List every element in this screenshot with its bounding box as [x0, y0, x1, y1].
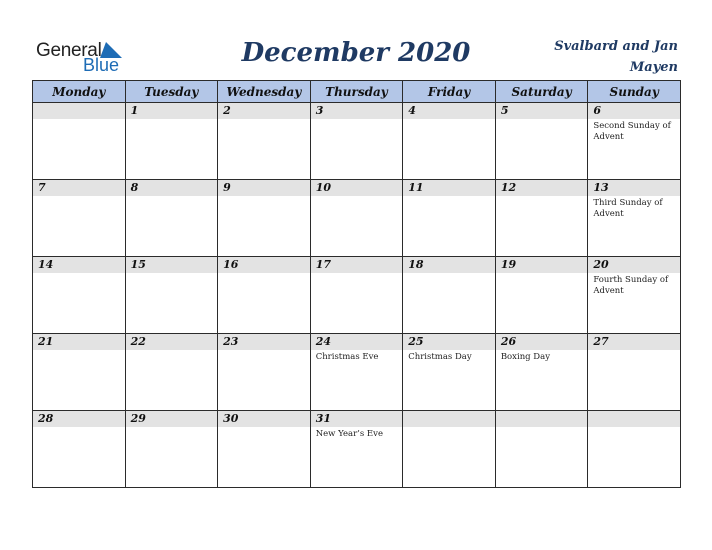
day-number: 12: [500, 181, 517, 194]
holiday-label: [311, 119, 396, 121]
day-cell: [495, 103, 588, 180]
day-cell: [218, 103, 311, 180]
day-cell: [125, 257, 218, 334]
week-row: [33, 103, 681, 180]
week-row: [33, 180, 681, 257]
day-cell: [588, 103, 681, 180]
weekday-header-row: [33, 81, 681, 103]
day-number-bar: [33, 103, 125, 119]
day-number-bar: [311, 334, 403, 350]
day-number: 26: [500, 335, 517, 348]
day-number-bar: [403, 334, 495, 350]
holiday-label: [218, 427, 303, 429]
holiday-label: [496, 119, 581, 121]
day-number-bar: [126, 334, 218, 350]
day-cell: [125, 411, 218, 488]
holiday-label: [218, 196, 303, 198]
week-row: [33, 334, 681, 411]
holiday-label: [496, 273, 581, 275]
day-number-bar: [126, 411, 218, 427]
holiday-label: [403, 119, 488, 121]
day-number: 10: [315, 181, 331, 194]
weekday-thursday: Thursday: [310, 81, 403, 103]
holiday-label: Christmas Day: [408, 352, 472, 362]
day-number-bar: [496, 257, 588, 273]
holiday-label: Fourth Sunday of Advent: [593, 275, 669, 296]
day-cell: [125, 334, 218, 411]
day-cell: [403, 257, 496, 334]
holiday-label: [126, 273, 211, 275]
holiday-label: Christmas Eve: [315, 352, 379, 362]
day-number: 4: [408, 104, 416, 117]
day-number-bar: [126, 180, 218, 196]
holiday-label: Third Sunday of Advent: [593, 198, 663, 219]
day-number-bar: [496, 334, 588, 350]
day-number: 5: [500, 104, 509, 117]
holiday-label: [33, 119, 118, 121]
day-cell: [588, 334, 681, 411]
day-number-bar: [311, 411, 403, 427]
day-cell: [588, 257, 681, 334]
calendar-body: [33, 103, 681, 488]
day-number: 2: [223, 104, 231, 117]
logo-word-blue: Blue: [83, 55, 120, 75]
day-cell: [33, 411, 126, 488]
day-number-bar: [496, 103, 588, 119]
day-number-bar: [588, 180, 680, 196]
day-cell: [495, 180, 588, 257]
holiday-label: [311, 196, 396, 198]
holiday-label: [218, 119, 303, 121]
holiday-label: [33, 196, 118, 198]
holiday-label: [126, 196, 211, 198]
holiday-label: [126, 350, 211, 352]
day-cell: [33, 334, 126, 411]
day-number: 24: [315, 335, 331, 348]
day-number: 31: [315, 412, 331, 425]
day-number: 23: [223, 335, 239, 348]
day-number-bar: [403, 180, 495, 196]
day-cell: [495, 411, 588, 488]
day-number-bar: [311, 103, 403, 119]
day-cell: [403, 180, 496, 257]
holiday-label: [33, 350, 118, 352]
week-row: [33, 411, 681, 488]
holiday-label: [403, 196, 488, 198]
day-cell: [218, 180, 311, 257]
day-number-bar: [588, 334, 680, 350]
day-number: 8: [130, 181, 139, 194]
day-cell: [403, 334, 496, 411]
holiday-label: [588, 427, 673, 429]
weekday-saturday: Saturday: [495, 81, 588, 103]
day-number: 22: [130, 335, 146, 348]
holiday-label: [496, 427, 581, 429]
day-number-bar: [588, 257, 680, 273]
day-number: 17: [315, 258, 331, 271]
day-number-bar: [403, 103, 495, 119]
holiday-label: [33, 427, 118, 429]
day-cell: [588, 411, 681, 488]
week-row: [33, 257, 681, 334]
day-number-bar: [218, 411, 310, 427]
day-cell: [403, 411, 496, 488]
holiday-label: [126, 119, 211, 121]
day-cell: [310, 334, 403, 411]
holiday-label: [403, 427, 488, 429]
weekday-sunday: Sunday: [588, 81, 681, 103]
day-cell: [218, 411, 311, 488]
day-cell: [125, 180, 218, 257]
day-number: 25: [408, 335, 424, 348]
day-number-bar: [218, 257, 310, 273]
day-number: 28: [38, 412, 54, 425]
day-number: 3: [315, 104, 324, 117]
holiday-label: Boxing Day: [500, 352, 550, 362]
day-number: 1: [130, 104, 139, 117]
day-number-bar: [33, 180, 125, 196]
holiday-label: Second Sunday of Advent: [593, 121, 671, 142]
day-cell: [495, 334, 588, 411]
day-cell: [588, 180, 681, 257]
day-number: 21: [38, 335, 54, 348]
day-cell: [125, 103, 218, 180]
day-number-bar: [588, 411, 680, 427]
day-cell: [218, 334, 311, 411]
day-number-bar: [403, 411, 495, 427]
day-number: 19: [500, 258, 517, 271]
day-number-bar: [33, 257, 125, 273]
weekday-wednesday: Wednesday: [218, 81, 311, 103]
day-number-bar: [33, 334, 125, 350]
day-number: 29: [130, 412, 146, 425]
day-cell: [495, 257, 588, 334]
day-cell: [33, 180, 126, 257]
holiday-label: [403, 273, 488, 275]
day-number-bar: [496, 411, 588, 427]
holiday-label: [311, 273, 396, 275]
holiday-label: [496, 196, 581, 198]
day-number: 27: [593, 335, 609, 348]
day-cell: [403, 103, 496, 180]
region-name: Svalbard and Jan Mayen: [554, 39, 678, 75]
day-number-bar: [403, 257, 495, 273]
day-number: 16: [223, 258, 239, 271]
holiday-label: [33, 273, 118, 275]
day-number: 18: [408, 258, 424, 271]
day-cell: [218, 257, 311, 334]
day-cell: [310, 257, 403, 334]
day-cell: [310, 180, 403, 257]
day-cell: [33, 103, 126, 180]
holiday-label: New Year’s Eve: [315, 429, 383, 439]
day-number: 9: [223, 181, 231, 194]
day-number: 20: [593, 258, 609, 271]
day-number: 11: [408, 181, 424, 194]
day-cell: [310, 411, 403, 488]
logo-word-general: General: [36, 40, 102, 61]
day-number-bar: [218, 103, 310, 119]
day-number-bar: [311, 180, 403, 196]
holiday-label: [218, 273, 303, 275]
weekday-friday: Friday: [403, 81, 496, 103]
day-number-bar: [33, 411, 125, 427]
day-number-bar: [126, 103, 218, 119]
day-number: 7: [38, 181, 46, 194]
day-cell: [33, 257, 126, 334]
day-number-bar: [218, 180, 310, 196]
holiday-label: [218, 350, 303, 352]
day-number: 14: [38, 258, 54, 271]
calendar-title: December 2020: [241, 38, 471, 68]
day-number-bar: [311, 257, 403, 273]
holiday-label: [588, 350, 673, 352]
day-number: 6: [593, 104, 602, 117]
day-number-bar: [218, 334, 310, 350]
day-number: 15: [130, 258, 146, 271]
holiday-label: [126, 427, 211, 429]
day-number: 30: [223, 412, 239, 425]
calendar-grid: [32, 80, 681, 488]
weekday-tuesday: Tuesday: [125, 81, 218, 103]
day-number-bar: [126, 257, 218, 273]
day-cell: [310, 103, 403, 180]
day-number-bar: [588, 103, 680, 119]
weekday-monday: Monday: [33, 81, 126, 103]
day-number: 13: [593, 181, 609, 194]
day-number-bar: [496, 180, 588, 196]
